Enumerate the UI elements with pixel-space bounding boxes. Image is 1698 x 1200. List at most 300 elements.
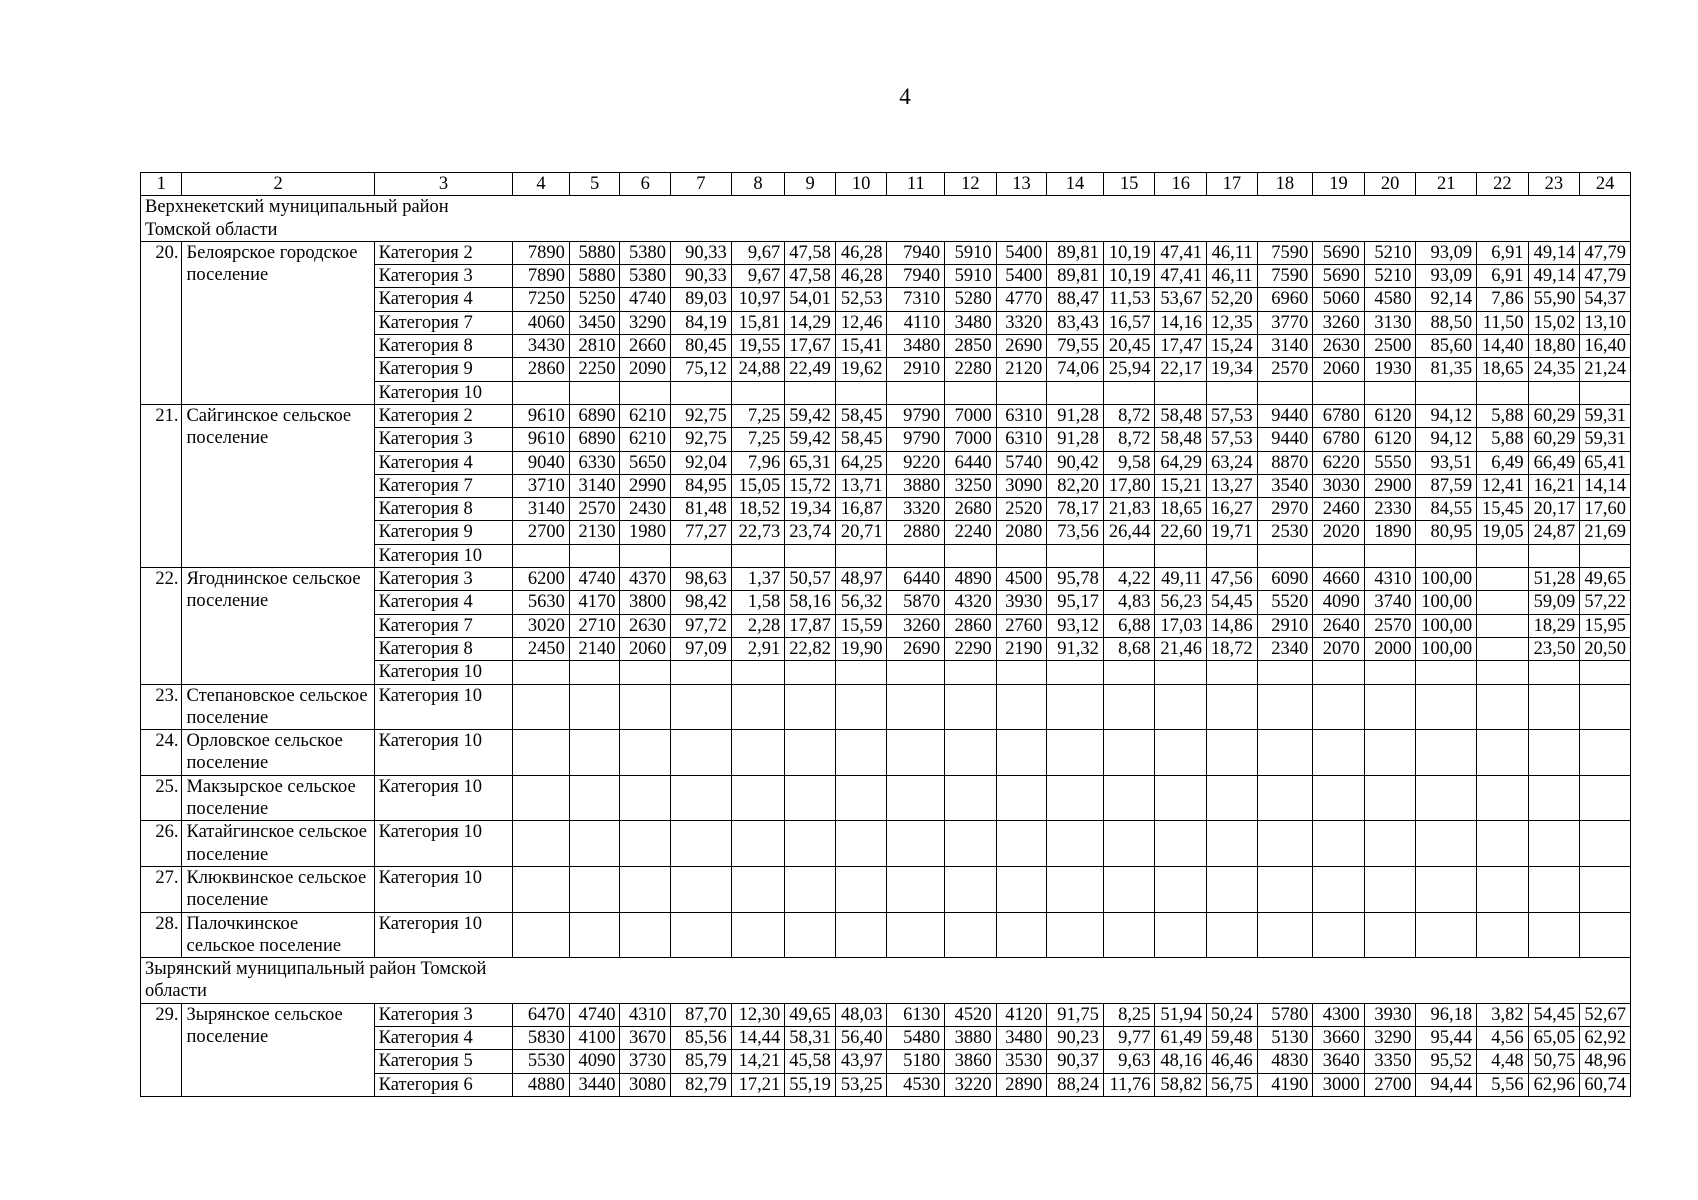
value-cell <box>1155 821 1207 867</box>
value-cell: 5630 <box>513 591 570 614</box>
value-cell <box>1047 730 1104 776</box>
value-cell: 77,27 <box>671 521 732 544</box>
settlement-name: Степановское сельское поселение <box>182 684 374 730</box>
value-cell: 4880 <box>513 1073 570 1096</box>
value-cell <box>1477 591 1529 614</box>
value-cell <box>1477 684 1529 730</box>
value-cell: 6130 <box>887 1003 945 1026</box>
value-cell: 47,56 <box>1207 568 1258 591</box>
value-cell: 6,88 <box>1103 614 1155 637</box>
value-cell: 18,65 <box>1155 498 1207 521</box>
value-cell <box>1416 912 1477 958</box>
value-cell: 9610 <box>513 428 570 451</box>
value-cell: 1,58 <box>731 591 785 614</box>
value-cell: 91,75 <box>1047 1003 1104 1026</box>
value-cell <box>1313 544 1365 567</box>
value-cell: 3480 <box>945 311 997 334</box>
value-cell: 46,46 <box>1207 1050 1258 1073</box>
value-cell: 18,52 <box>731 498 785 521</box>
value-cell <box>731 730 785 776</box>
value-cell: 51,94 <box>1155 1003 1207 1026</box>
value-cell: 57,22 <box>1580 591 1631 614</box>
value-cell: 25,94 <box>1103 358 1155 381</box>
value-cell: 26,44 <box>1103 521 1155 544</box>
value-cell: 5870 <box>887 591 945 614</box>
value-cell: 6090 <box>1257 568 1313 591</box>
value-cell: 88,47 <box>1047 288 1104 311</box>
value-cell: 9,63 <box>1103 1050 1155 1073</box>
value-cell: 6,91 <box>1477 265 1529 288</box>
category-cell: Категория 4 <box>374 451 513 474</box>
value-cell <box>1477 568 1529 591</box>
value-cell: 46,11 <box>1207 265 1258 288</box>
value-cell: 3670 <box>620 1026 671 1049</box>
value-cell <box>785 661 836 684</box>
value-cell: 22,49 <box>785 358 836 381</box>
value-cell <box>671 775 732 821</box>
value-cell: 54,37 <box>1580 288 1631 311</box>
value-cell: 6330 <box>569 451 620 474</box>
value-cell: 2330 <box>1364 498 1416 521</box>
value-cell: 46,28 <box>835 265 887 288</box>
value-cell: 5880 <box>569 265 620 288</box>
value-cell: 20,50 <box>1580 637 1631 660</box>
value-cell <box>1313 661 1365 684</box>
value-cell: 56,75 <box>1207 1073 1258 1096</box>
value-cell: 2240 <box>945 521 997 544</box>
value-cell: 6890 <box>569 428 620 451</box>
settlement-name: Сайгинское сельское поселение <box>182 404 374 567</box>
value-cell: 3480 <box>996 1026 1047 1049</box>
value-cell <box>1257 866 1313 912</box>
value-cell: 2990 <box>620 474 671 497</box>
value-cell: 64,25 <box>835 451 887 474</box>
value-cell: 80,95 <box>1416 521 1477 544</box>
value-cell: 45,58 <box>785 1050 836 1073</box>
value-cell: 7,25 <box>731 428 785 451</box>
value-cell: 2,28 <box>731 614 785 637</box>
value-cell: 2000 <box>1364 637 1416 660</box>
value-cell: 5280 <box>945 288 997 311</box>
value-cell <box>1207 544 1258 567</box>
header-row <box>141 173 1631 196</box>
value-cell: 94,44 <box>1416 1073 1477 1096</box>
value-cell <box>945 912 997 958</box>
category-cell: Категория 8 <box>374 498 513 521</box>
value-cell: 3860 <box>945 1050 997 1073</box>
value-cell: 3530 <box>996 1050 1047 1073</box>
value-cell <box>671 684 732 730</box>
value-cell: 3540 <box>1257 474 1313 497</box>
value-cell <box>513 730 570 776</box>
value-cell: 11,53 <box>1103 288 1155 311</box>
value-cell <box>996 661 1047 684</box>
value-cell: 17,87 <box>785 614 836 637</box>
value-cell: 2450 <box>513 637 570 660</box>
value-cell: 2290 <box>945 637 997 660</box>
value-cell: 6120 <box>1364 404 1416 427</box>
value-cell: 2340 <box>1257 637 1313 660</box>
value-cell: 82,20 <box>1047 474 1104 497</box>
value-cell <box>620 775 671 821</box>
value-cell: 85,56 <box>671 1026 732 1049</box>
value-cell: 93,51 <box>1416 451 1477 474</box>
value-cell: 14,44 <box>731 1026 785 1049</box>
value-cell: 15,41 <box>835 335 887 358</box>
value-cell: 15,05 <box>731 474 785 497</box>
value-cell: 3000 <box>1313 1073 1365 1096</box>
value-cell: 50,24 <box>1207 1003 1258 1026</box>
value-cell <box>996 381 1047 404</box>
value-cell: 2970 <box>1257 498 1313 521</box>
value-cell <box>1257 684 1313 730</box>
value-cell: 83,43 <box>1047 311 1104 334</box>
value-cell <box>1477 614 1529 637</box>
value-cell: 49,14 <box>1528 265 1580 288</box>
column-header: 16 <box>1155 173 1207 196</box>
value-cell: 59,09 <box>1528 591 1580 614</box>
value-cell: 4190 <box>1257 1073 1313 1096</box>
value-cell: 2,91 <box>731 637 785 660</box>
column-header: 23 <box>1528 173 1580 196</box>
value-cell: 15,45 <box>1477 498 1529 521</box>
settlement-number: 25. <box>141 775 182 821</box>
value-cell: 9440 <box>1257 404 1313 427</box>
value-cell: 4,56 <box>1477 1026 1529 1049</box>
value-cell: 6220 <box>1313 451 1365 474</box>
value-cell <box>1313 912 1365 958</box>
value-cell <box>1257 730 1313 776</box>
settlement-name: Белоярское городское поселение <box>182 241 374 404</box>
value-cell: 57,53 <box>1207 428 1258 451</box>
settlement-number: 28. <box>141 912 182 958</box>
value-cell: 2520 <box>996 498 1047 521</box>
value-cell: 21,46 <box>1155 637 1207 660</box>
value-cell: 2190 <box>996 637 1047 660</box>
value-cell: 14,21 <box>731 1050 785 1073</box>
value-cell: 4090 <box>569 1050 620 1073</box>
value-cell: 2860 <box>945 614 997 637</box>
value-cell <box>1207 381 1258 404</box>
value-cell: 3880 <box>887 474 945 497</box>
value-cell <box>1364 866 1416 912</box>
value-cell: 3350 <box>1364 1050 1416 1073</box>
value-cell: 2690 <box>887 637 945 660</box>
value-cell <box>785 684 836 730</box>
value-cell: 85,60 <box>1416 335 1477 358</box>
value-cell: 55,90 <box>1528 288 1580 311</box>
value-cell: 5880 <box>569 241 620 264</box>
value-cell: 7000 <box>945 428 997 451</box>
value-cell <box>1257 381 1313 404</box>
value-cell <box>513 775 570 821</box>
value-cell <box>1103 381 1155 404</box>
value-cell <box>1313 684 1365 730</box>
category-cell: Категория 3 <box>374 428 513 451</box>
value-cell <box>1155 866 1207 912</box>
value-cell: 19,62 <box>835 358 887 381</box>
value-cell <box>569 866 620 912</box>
column-header: 13 <box>996 173 1047 196</box>
value-cell <box>945 775 997 821</box>
value-cell: 24,87 <box>1528 521 1580 544</box>
value-cell: 98,42 <box>671 591 732 614</box>
value-cell: 7250 <box>513 288 570 311</box>
value-cell: 3290 <box>620 311 671 334</box>
value-cell: 5400 <box>996 241 1047 264</box>
value-cell <box>835 866 887 912</box>
value-cell: 81,48 <box>671 498 732 521</box>
category-cell: Категория 5 <box>374 1050 513 1073</box>
value-cell: 61,49 <box>1155 1026 1207 1049</box>
value-cell: 2660 <box>620 335 671 358</box>
value-cell: 60,74 <box>1580 1073 1631 1096</box>
value-cell: 47,41 <box>1155 241 1207 264</box>
value-cell: 58,48 <box>1155 404 1207 427</box>
category-cell: Категория 2 <box>374 241 513 264</box>
value-cell: 3450 <box>569 311 620 334</box>
value-cell <box>1313 775 1365 821</box>
value-cell <box>887 730 945 776</box>
value-cell <box>945 684 997 730</box>
value-cell: 2700 <box>513 521 570 544</box>
value-cell <box>835 821 887 867</box>
value-cell: 16,27 <box>1207 498 1258 521</box>
value-cell <box>1477 661 1529 684</box>
value-cell <box>671 912 732 958</box>
value-cell: 3880 <box>945 1026 997 1049</box>
value-cell: 48,03 <box>835 1003 887 1026</box>
value-cell: 2090 <box>620 358 671 381</box>
value-cell: 52,67 <box>1580 1003 1631 1026</box>
table-row <box>141 912 1631 958</box>
value-cell: 6200 <box>513 568 570 591</box>
value-cell: 93,12 <box>1047 614 1104 637</box>
value-cell: 47,79 <box>1580 241 1631 264</box>
value-cell: 22,82 <box>785 637 836 660</box>
category-cell: Категория 3 <box>374 1003 513 1026</box>
value-cell <box>1207 912 1258 958</box>
value-cell <box>1477 637 1529 660</box>
value-cell <box>1416 821 1477 867</box>
value-cell: 16,40 <box>1580 335 1631 358</box>
value-cell <box>1580 381 1631 404</box>
value-cell <box>785 730 836 776</box>
value-cell <box>1207 730 1258 776</box>
value-cell: 1980 <box>620 521 671 544</box>
value-cell: 7,96 <box>731 451 785 474</box>
value-cell: 6210 <box>620 428 671 451</box>
value-cell: 2530 <box>1257 521 1313 544</box>
column-header: 5 <box>569 173 620 196</box>
value-cell <box>1103 866 1155 912</box>
value-cell: 4770 <box>996 288 1047 311</box>
value-cell <box>569 730 620 776</box>
value-cell: 63,24 <box>1207 451 1258 474</box>
value-cell <box>1155 730 1207 776</box>
value-cell: 12,30 <box>731 1003 785 1026</box>
value-cell: 46,11 <box>1207 241 1258 264</box>
value-cell: 4110 <box>887 311 945 334</box>
value-cell: 19,05 <box>1477 521 1529 544</box>
value-cell: 3260 <box>887 614 945 637</box>
value-cell: 94,12 <box>1416 404 1477 427</box>
value-cell: 47,58 <box>785 265 836 288</box>
value-cell: 50,75 <box>1528 1050 1580 1073</box>
value-cell: 2430 <box>620 498 671 521</box>
value-cell <box>1477 381 1529 404</box>
value-cell: 6,49 <box>1477 451 1529 474</box>
value-cell: 90,33 <box>671 241 732 264</box>
value-cell <box>1416 381 1477 404</box>
value-cell: 58,82 <box>1155 1073 1207 1096</box>
value-cell: 2570 <box>1257 358 1313 381</box>
value-cell <box>835 775 887 821</box>
value-cell <box>835 912 887 958</box>
value-cell: 2280 <box>945 358 997 381</box>
value-cell: 22,17 <box>1155 358 1207 381</box>
value-cell: 5060 <box>1313 288 1365 311</box>
value-cell <box>1257 821 1313 867</box>
category-cell: Категория 3 <box>374 568 513 591</box>
value-cell: 53,67 <box>1155 288 1207 311</box>
value-cell: 10,19 <box>1103 265 1155 288</box>
value-cell <box>1047 775 1104 821</box>
region-title: Зырянский муниципальный район Томской области <box>141 958 1631 1004</box>
value-cell: 6310 <box>996 428 1047 451</box>
value-cell: 18,65 <box>1477 358 1529 381</box>
value-cell <box>835 684 887 730</box>
category-cell: Категория 10 <box>374 544 513 567</box>
column-header: 10 <box>835 173 887 196</box>
value-cell <box>620 912 671 958</box>
value-cell <box>1103 544 1155 567</box>
value-cell <box>569 775 620 821</box>
table-row <box>141 1003 1631 1026</box>
settlement-number: 21. <box>141 404 182 567</box>
value-cell: 2570 <box>1364 614 1416 637</box>
value-cell <box>835 661 887 684</box>
value-cell <box>1103 821 1155 867</box>
value-cell: 24,35 <box>1528 358 1580 381</box>
value-cell: 9,77 <box>1103 1026 1155 1049</box>
settlement-name: Палочкинское сельское поселение <box>182 912 374 958</box>
value-cell <box>1580 661 1631 684</box>
value-cell: 3030 <box>1313 474 1365 497</box>
value-cell: 95,17 <box>1047 591 1104 614</box>
value-cell: 7890 <box>513 265 570 288</box>
value-cell: 4740 <box>569 1003 620 1026</box>
value-cell <box>1313 821 1365 867</box>
value-cell: 4370 <box>620 568 671 591</box>
value-cell: 3440 <box>569 1073 620 1096</box>
value-cell: 60,29 <box>1528 428 1580 451</box>
value-cell: 89,03 <box>671 288 732 311</box>
data-table <box>140 172 1631 1097</box>
value-cell <box>731 821 785 867</box>
page-number: 4 <box>899 84 911 109</box>
value-cell: 4890 <box>945 568 997 591</box>
value-cell: 87,59 <box>1416 474 1477 497</box>
value-cell <box>513 381 570 404</box>
value-cell: 8,68 <box>1103 637 1155 660</box>
value-cell <box>785 866 836 912</box>
value-cell: 2080 <box>996 521 1047 544</box>
value-cell <box>1047 544 1104 567</box>
value-cell: 96,18 <box>1416 1003 1477 1026</box>
category-cell: Категория 10 <box>374 684 513 730</box>
value-cell: 2900 <box>1364 474 1416 497</box>
value-cell <box>513 544 570 567</box>
value-cell: 55,19 <box>785 1073 836 1096</box>
value-cell: 2850 <box>945 335 997 358</box>
value-cell: 8,72 <box>1103 404 1155 427</box>
column-header: 3 <box>374 173 513 196</box>
value-cell: 2630 <box>620 614 671 637</box>
value-cell: 5380 <box>620 265 671 288</box>
value-cell <box>785 775 836 821</box>
value-cell: 23,74 <box>785 521 836 544</box>
value-cell <box>1257 775 1313 821</box>
value-cell: 3660 <box>1313 1026 1365 1049</box>
value-cell: 58,45 <box>835 428 887 451</box>
value-cell: 3710 <box>513 474 570 497</box>
value-cell: 59,42 <box>785 428 836 451</box>
value-cell: 91,28 <box>1047 404 1104 427</box>
value-cell: 17,80 <box>1103 474 1155 497</box>
value-cell: 59,42 <box>785 404 836 427</box>
value-cell: 4580 <box>1364 288 1416 311</box>
settlement-number: 22. <box>141 568 182 684</box>
table-row <box>141 241 1631 264</box>
value-cell: 16,57 <box>1103 311 1155 334</box>
value-cell: 5690 <box>1313 265 1365 288</box>
value-cell: 90,42 <box>1047 451 1104 474</box>
value-cell: 7590 <box>1257 265 1313 288</box>
value-cell: 14,29 <box>785 311 836 334</box>
value-cell: 2120 <box>996 358 1047 381</box>
value-cell: 22,73 <box>731 521 785 544</box>
value-cell: 5,56 <box>1477 1073 1529 1096</box>
value-cell: 5,88 <box>1477 404 1529 427</box>
value-cell: 59,31 <box>1580 404 1631 427</box>
value-cell: 3430 <box>513 335 570 358</box>
value-cell: 4310 <box>1364 568 1416 591</box>
value-cell <box>569 821 620 867</box>
column-header: 14 <box>1047 173 1104 196</box>
column-header: 15 <box>1103 173 1155 196</box>
value-cell <box>887 821 945 867</box>
value-cell: 3250 <box>945 474 997 497</box>
value-cell: 7000 <box>945 404 997 427</box>
value-cell <box>569 684 620 730</box>
column-header: 17 <box>1207 173 1258 196</box>
value-cell: 3140 <box>513 498 570 521</box>
value-cell: 4740 <box>620 288 671 311</box>
table-row <box>141 568 1631 591</box>
value-cell <box>513 912 570 958</box>
value-cell: 2890 <box>996 1073 1047 1096</box>
value-cell <box>1047 821 1104 867</box>
region-title: Верхнекетский муниципальный район Томской области <box>141 196 1631 242</box>
value-cell <box>1313 866 1365 912</box>
category-cell: Категория 10 <box>374 381 513 404</box>
value-cell: 9,67 <box>731 241 785 264</box>
value-cell: 2680 <box>945 498 997 521</box>
value-cell <box>1528 866 1580 912</box>
value-cell: 6890 <box>569 404 620 427</box>
settlement-name: Клюквинское сельское поселение <box>182 866 374 912</box>
